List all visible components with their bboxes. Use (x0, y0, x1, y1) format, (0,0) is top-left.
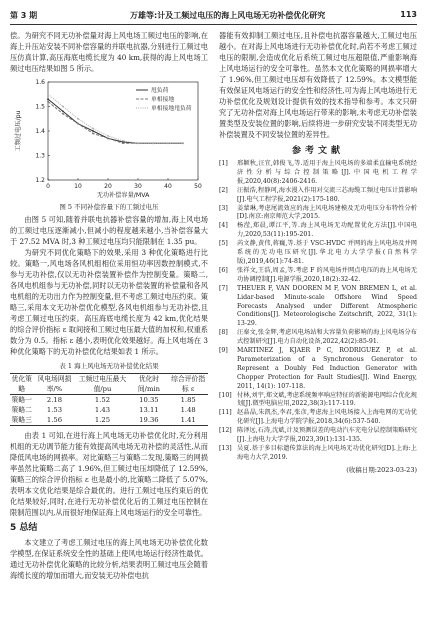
table-cell: 1.25 (94, 416, 111, 424)
reference-number: [8] (219, 329, 228, 337)
x-tick-label: 10 (74, 183, 82, 190)
x-tick-label: 40 (164, 183, 172, 190)
reference-text: 陈泽远,石涛,沈斌,计及预测误差的电动汽车充电分层控制策略研究[J].上海电力大学学报,2023,39(1):131-135. (237, 427, 417, 444)
reference-item (219, 427, 417, 445)
y-tick-label: 1.6 (35, 79, 45, 86)
data-point (92, 128, 94, 130)
data-point (47, 93, 49, 95)
data-point (77, 118, 79, 120)
reference-item (219, 409, 417, 427)
table-header-cell: 工频过电压最大值/pu (78, 375, 127, 393)
table-caption: 表 1 海上风电场无功补偿优化结果 (59, 362, 159, 370)
paragraph: 由表 1 可知,在进行海上风电场无功补偿优化时,充分利用机组的无功调节能力能有效提高风电场无功补偿的灵活性,从而降低风电场的网损率。对比策略三与策略二发现,策略三的网损率虽然比策略二高了 1.96%,但工频过电压却降低了 12.59%,策略三的综合评价指标 ε 也是最小的,比策略二降低了 5.07%,表明本文优化结果是综合最优的。进行工频过电压约束后的优化结果较好,同时,在进行无功补偿优化后的工频过电压控制在限制范围以内,从而很好地保证海上风电场运行的安全可靠性。 (10, 431, 208, 517)
table-row (10, 395, 208, 406)
figure-caption: 图 5 不同补偿容量下的工频过电压 (59, 203, 159, 211)
reference-text: 付林,刘宇,郑文斌,考虑系统频率响应特征的新能源电网综合优化规划[J].微型电脑应用,2022,38(3):117-119. (237, 391, 417, 408)
y-tick-label: 1.3 (35, 152, 45, 160)
paragraph: 为研究不同优化策略下的效果,采用 3 种优化策略进行比较。策略一,风电场各风机组相位采用恒功率因数控制模式,不参与无功补偿,仅以无功补偿装置补偿作为控制变量。策略二,各风电机组参与无功补偿,同时以无功补偿装置的补偿量和各风电机组的无功出力作为控制变量,但不考虑工频过电压约束。策略三,采用本文无功补偿优化模型,各风电机组参与无功补偿,且考虑工频过电压约束。高压海底电缆长度为 42 km,优化结果的综合评价指标 ε 取间接和工频过电压最大值的加权和,权重系数分为 0.5。指标 ε 越小,表明优化效果越好。海上风电场在 3 种优化策略下的无功补偿优化结果如表 1 所示。 (10, 248, 208, 356)
reference-item (219, 205, 417, 223)
reference-item (219, 445, 417, 463)
data-point (62, 111, 64, 113)
reference-number: [12] (219, 427, 232, 435)
reference-number: [7] (219, 284, 228, 292)
table-cell: 策略二 (11, 406, 32, 414)
reference-text: 杨滢,郑晨,谭江平,等.海上风电场无功配置优化方法[J].中国电力,2020,53(11):195-201. (237, 222, 417, 239)
table-cell: 1.56 (46, 416, 63, 424)
y-tick-label: 1.4 (35, 128, 45, 135)
table-cell: 13.11 (139, 406, 159, 414)
data-point (47, 101, 49, 103)
table-cell: 1.53 (46, 406, 63, 414)
reference-text: 张祥文,王浩,周孟,等.考虑 F 的风电场并网点电压的海上风电场无功协调控制[J].电源学报,2020,18(2):32-42. (237, 266, 417, 283)
data-point (77, 123, 79, 125)
paragraph: 本文建立了考虑工频过电压的海上风电场无功补偿优化数学模型,在保证系统安全性的基础上使风电场运行经济性最优。通过无功补偿优化策略的比较分析,结果表明工频过电压会随着海缆长度的增加而增大,而安装无功补偿电抗 (10, 538, 208, 580)
header-rule (10, 24, 417, 25)
table-cell: 1.52 (94, 396, 111, 404)
table-cell: 10.35 (139, 396, 159, 404)
paragraph: 由图 5 可知,随着并联电抗器补偿容量的增加,海上风电场的工频过电压逐渐减小,但减小的程度越来越小,当补偿容量大于 27.52 MVA 时,3 种工频过电压均只能限制在 1.35 pu。 (10, 215, 208, 246)
reference-number: [3] (219, 204, 228, 212)
reference-number: [10] (219, 391, 232, 399)
paragraph: 偿。为研究不同无功补偿量对海上风电场工频过电压的影响,在海上升压站安装不同补偿容量的并联电抗器,分别进行工频过电压仿真计算,高压海底电缆长度为 40 km,获得的海上风电场工频过电压结果如图 5 所示。 (10, 31, 208, 73)
reference-text: 姜蒙琳,考虑尾流效应的海上风电场建模及无功电压分布特性分析[D].南京:南京师范大学,2015. (237, 204, 417, 221)
figure-5 (10, 76, 208, 212)
reference-item (219, 160, 417, 187)
reference-number: [4] (219, 222, 228, 230)
x-tick-label: 50 (194, 183, 202, 190)
table-row (10, 405, 208, 415)
references-heading: 参考文献 (291, 146, 344, 156)
reference-text: 汪秦文,张金辉,考虑风电场站和大容量负荷影响的海上风电场分布式控制研究[J].电力自动化设备,2022,42(2):85-91. (237, 329, 417, 346)
table-header-row (10, 374, 208, 395)
data-point (167, 142, 169, 144)
reference-number: [9] (219, 347, 228, 355)
x-tick-label: 20 (104, 183, 112, 190)
y-tick-label: 1.2 (35, 177, 45, 184)
running-title: 万雄等:计及工频过电压的海上风电场无功补偿优化研究 (130, 11, 326, 20)
y-axis-label: 工频过电压/pu (15, 110, 22, 152)
data-point (62, 106, 64, 108)
data-point (122, 142, 124, 144)
reference-item (219, 392, 417, 410)
page-number: 113 (400, 10, 417, 19)
table-cell: 1.85 (180, 396, 196, 404)
plot-frame (48, 82, 198, 180)
table-header-cell: 综合评价指标 ε (171, 375, 206, 393)
table-cell: 策略一 (11, 396, 32, 404)
reference-text: MARTINEZ J, KJAER P C, RODRIGUEZ P, et al. Parameterization of a Synchronous Generator to Represent a Doubly Fed Induction Generator with Chopper Protection for Fault Studies[J]. Wind Energy, 2011, 14(1): 107-118. (237, 347, 417, 390)
table-header-cell: 优化策略 (11, 375, 32, 393)
reference-text: THEUER F, VAN DOOREN M F, VON BREMEN L, et al. Lidar-based Minute-scale Offshore Wind Speed Forecasts Analysed under Different Atmospheric Conditions[J]. Meteorologische Zeitschrift, 2022, 31(1): 13-29. (237, 284, 417, 328)
data-point (122, 140, 124, 142)
reference-number: [1] (219, 160, 228, 167)
reference-text: 邢颖秋,汪宜,韩俊飞,等.适用于海上风电场的多端柔直输电系统经济性分析与综合控制策略[J].中国电机工程学报,2020,40(8):2406-2416. (237, 160, 417, 185)
table-cell: 策略三 (11, 416, 32, 424)
table-header-cell: 风电场网损率/% (37, 375, 72, 393)
table-cell: 1.48 (180, 406, 196, 414)
reference-text: 吴夏.基于多目标遗传算法的海上风电场无功优化研究[D].上海:上海电力大学,2019. (237, 445, 417, 461)
reference-item (219, 267, 417, 285)
line-chart (10, 76, 208, 200)
reference-item (219, 329, 417, 347)
data-point (182, 142, 184, 144)
y-tick-label: 1.5 (35, 103, 45, 111)
x-tick-label: 30 (134, 183, 142, 190)
reference-item (219, 285, 417, 330)
data-point (62, 113, 64, 115)
data-point (107, 135, 109, 137)
data-point (152, 142, 154, 144)
table-cell: 2.18 (46, 396, 63, 404)
reference-number: [5] (219, 240, 228, 248)
data-point (92, 133, 94, 135)
legend-label: 单相接地 (151, 97, 175, 103)
paragraph: 器能有效抑制工频过电压,且补偿电抗器容量越大,工频过电压越小。在对海上风电场进行无功补偿优化时,尚若不考虑工频过电压的限制,会造成优化后系统工频过电压超限值,严重影响海上风电场运行的安全可靠性。虽然本文优化策略的网损率增大了 1.96%,但工频过电压却有效降低了 12.59%。本文模型能有效保证风电场运行的安全性和经济性,可为海上风电场进行无功补偿优化及规划设计提供有效的技术指导和参考。本文只研究了无功补偿对海上风电场运行带来的影响,未考虑无功补偿装置类型及安装位置的影响,后续将进一步研究安装不同类型无功补偿装置及不同安装位置的差异性。 (219, 31, 417, 139)
table-cell: 1.41 (180, 416, 196, 424)
reference-item (219, 240, 417, 267)
data-point (107, 137, 109, 139)
reference-number: [6] (219, 266, 228, 274)
data-point (47, 98, 49, 100)
data-point (92, 130, 94, 132)
right-column (219, 30, 417, 475)
x-tick-label: 0 (46, 183, 50, 190)
reference-number: [11] (219, 409, 232, 417)
reference-number: [2] (219, 186, 228, 194)
table-row (10, 415, 208, 426)
reference-item (219, 222, 417, 240)
reference-text: 芮文静,黄伟,蒋巍,等.基于 VSC-HVDC 并网的海上风电场及并网系统的无功电压研究[J].华北电力大学学报(自然科学版),2019,46(1):74-81. (237, 240, 417, 265)
table-body (10, 395, 208, 426)
left-column (10, 30, 208, 581)
table-cell: 19.36 (139, 416, 159, 424)
legend-label: 甩负荷 (151, 88, 169, 94)
reference-text: 汪振浩,程静珂,海水漫入作用对交流三芯海缆工频过电压计算影响[J].电气工程学报,2021(2):175-180. (237, 186, 417, 203)
reference-text: 赵晶晶,朱凯杰,李君,张彦,考虑海上风电场接入上海电网的无功优化研究[J].上海电力学院学报,2018,34(6):537-540. (237, 409, 417, 426)
reference-list (219, 160, 417, 463)
data-point (137, 142, 139, 144)
page-header (10, 8, 417, 24)
table-header-cell: 优化时间/min (137, 375, 160, 393)
table-cell: 1.43 (94, 406, 111, 414)
x-axis-label: 无功补偿容量/MVA (96, 192, 150, 199)
reference-item (219, 187, 417, 205)
received-date: (收稿日期:2023-03-23) (346, 465, 417, 474)
results-table (10, 373, 208, 426)
reference-item (219, 347, 417, 392)
reference-number: [13] (219, 445, 232, 452)
legend-label: 单相接地甩负荷 (151, 106, 192, 112)
section-heading: 5 总结 (10, 523, 38, 533)
issue-number: 第 3 期 (10, 11, 38, 20)
